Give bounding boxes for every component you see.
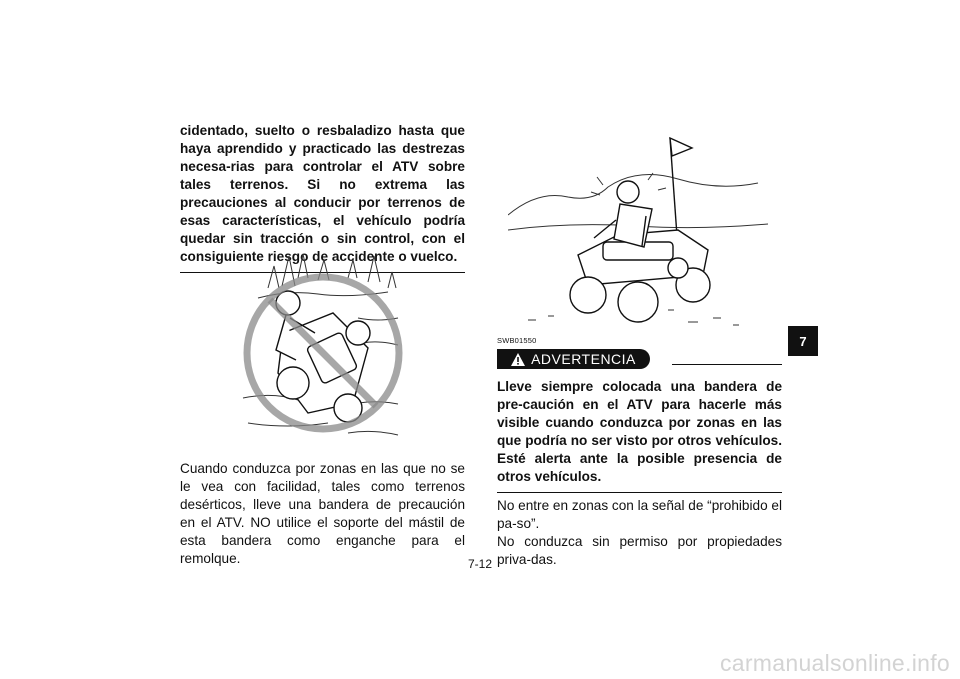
prohibited-sign-icon xyxy=(238,248,408,448)
warning-header-rule xyxy=(672,364,782,365)
warning-end-rule xyxy=(497,492,782,493)
warning-code: SWB01550 xyxy=(497,336,537,345)
warning-badge xyxy=(497,349,650,369)
warning-text: Lleve siempre colocada una bandera de pre-caución en el ATV para hacerle más visible cuando conduzca por zonas en las que podría no ser visto por otros vehículos. Esté alerta ante la posible presencia de otros vehículos. xyxy=(497,379,782,484)
watermark: carmanualsonline.info xyxy=(719,650,950,676)
paragraph-no-entry: No entre en zonas con la señal de “prohibido el pa-so”. xyxy=(497,498,782,531)
warning-label: ADVERTENCIA xyxy=(531,351,636,367)
warning-triangle-icon xyxy=(511,353,525,366)
atv-flag-icon xyxy=(508,130,770,332)
left-body xyxy=(180,460,465,568)
warning-header xyxy=(497,348,782,370)
right-column xyxy=(497,336,782,569)
prohibited-atv-illustration xyxy=(238,248,408,448)
paragraph-private-property: No conduzca sin permiso por propiedades priva-das. xyxy=(497,534,782,567)
chapter-tab: 7 xyxy=(788,326,818,356)
page-number: 7-12 xyxy=(467,557,493,571)
atv-flag-illustration xyxy=(508,130,770,332)
warning-continuation-text: cidentado, suelto o resbaladizo hasta que haya aprendido y practicado las destrezas necesa-rias para controlar el ATV sobre tales terrenos. Si no extrema las precauciones al conducir por terrenos de esas características, el vehículo podría quedar sin tracción o sin control, con el consiguiente riesgo de accidente o vuelco. xyxy=(180,123,465,264)
flag-advice-paragraph: Cuando conduzca por zonas en las que no se le vea con facilidad, tales como terrenos desérticos, lleve una bandera de precaución en el ATV. NO utilice el soporte del mástil de esta bandera como enganche para el remolque. xyxy=(180,461,465,566)
